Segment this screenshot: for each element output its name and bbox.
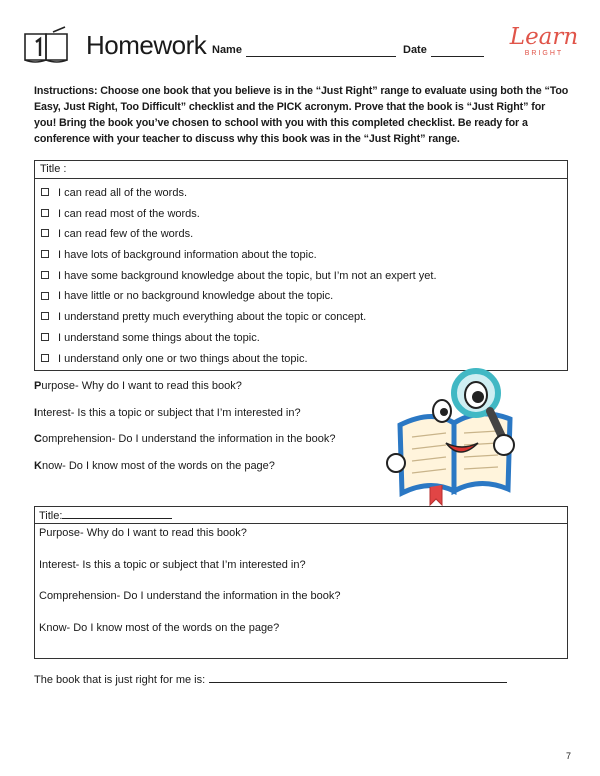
page-header — [22, 26, 582, 70]
learn-bright-logo — [508, 24, 580, 68]
checkbox[interactable] — [41, 354, 49, 362]
checkbox[interactable] — [41, 229, 49, 237]
pick-text: omprehension- Do I understand the information in the book? — [41, 433, 336, 445]
checkbox[interactable] — [41, 333, 49, 341]
checklist-item — [41, 224, 567, 245]
pick-questions — [35, 524, 567, 650]
pick-question[interactable]: Interest- Is this a topic or subject that I’m interested in? — [39, 558, 306, 571]
pick-line — [34, 455, 394, 482]
name-label: Name — [212, 44, 242, 56]
name-field[interactable] — [246, 56, 396, 57]
checklist-box — [34, 160, 568, 371]
pick-letter: I — [34, 406, 38, 419]
pick-question[interactable]: Know- Do I know most of the words on the page? — [39, 621, 280, 634]
checklist-item — [41, 204, 567, 225]
checklist-item-label: I have lots of background information about the topic. — [58, 249, 317, 262]
pick-text: now- Do I know most of the words on the page? — [41, 459, 275, 472]
pick-acronym — [34, 375, 394, 481]
checklist-item-label: I can read all of the words. — [58, 187, 188, 199]
pick-letter: C — [34, 433, 42, 445]
book-mascot-magnifier-icon — [372, 363, 550, 513]
checkbox[interactable] — [41, 312, 49, 320]
checklist-item-label: I understand pretty much everything about the topic or concept. — [58, 311, 367, 324]
checklist-title-field[interactable]: Title : — [35, 161, 567, 179]
checklist-item — [41, 245, 567, 266]
date-label: Date — [403, 44, 427, 56]
checklist-item — [41, 307, 567, 328]
checklist-item-label: I have little or no background knowledge about the topic. — [58, 290, 334, 303]
checklist-item-label: I can read most of the words. — [58, 207, 200, 220]
checklist-item-label: I can read few of the words. — [58, 228, 194, 241]
checklist-item — [41, 328, 567, 349]
checklist-item-label: I understand only one or two things about the topic. — [58, 352, 308, 365]
checkbox[interactable] — [41, 209, 49, 217]
pick-letter: P — [34, 380, 42, 392]
checkbox[interactable] — [41, 250, 49, 258]
date-field[interactable] — [431, 56, 484, 57]
instructions-text: Instructions: Choose one book that you believe is in the “Just Right” range to evaluate using both the “Too Easy, Just Right, Too Difficult” checklist and the PICK acronym. Prove that the book is “Just Right” for you! Bring the book you’ve chosen to school with you with this completed checklist. Be ready for a conference with your teacher to discuss why this book was in the “Just Right” range. — [34, 85, 569, 145]
checklist-item — [41, 266, 567, 287]
checkbox[interactable] — [41, 271, 49, 279]
pick-line — [34, 375, 394, 402]
final-prompt: The book that is just right for me is: — [34, 674, 206, 686]
logo-text: Learn — [509, 24, 579, 50]
pick-line — [34, 402, 394, 429]
open-book-icon — [22, 26, 74, 66]
pick-question[interactable]: Comprehension- Do I understand the information in the book? — [39, 590, 341, 602]
pick-worksheet-box — [34, 506, 568, 659]
final-answer-field[interactable] — [209, 671, 507, 683]
checkbox[interactable] — [41, 188, 49, 196]
pick-letter: K — [34, 459, 42, 472]
pick-question[interactable]: Purpose- Why do I want to read this book? — [39, 527, 247, 539]
pick-text: urpose- Why do I want to read this book? — [41, 380, 242, 392]
checklist — [35, 179, 567, 369]
pick-text: nterest- Is this a topic or subject that I’m interested in? — [37, 406, 301, 419]
checklist-item-label: I have some background knowledge about the topic, but I’m not an expert yet. — [58, 269, 437, 282]
pick-title-field[interactable] — [62, 507, 172, 519]
page-number: 7 — [566, 751, 572, 761]
logo-subtext: BRIGHT — [524, 50, 564, 57]
checklist-item — [41, 286, 567, 307]
pick-title-label: Title: — [39, 510, 63, 522]
checkbox[interactable] — [41, 292, 49, 300]
checklist-item — [41, 183, 567, 204]
checklist-item-label: I understand some things about the topic. — [58, 331, 260, 344]
homework-title: Homework — [86, 30, 207, 60]
pick-line — [34, 428, 394, 455]
final-answer-row — [34, 671, 507, 686]
pick-title-row — [35, 507, 567, 524]
